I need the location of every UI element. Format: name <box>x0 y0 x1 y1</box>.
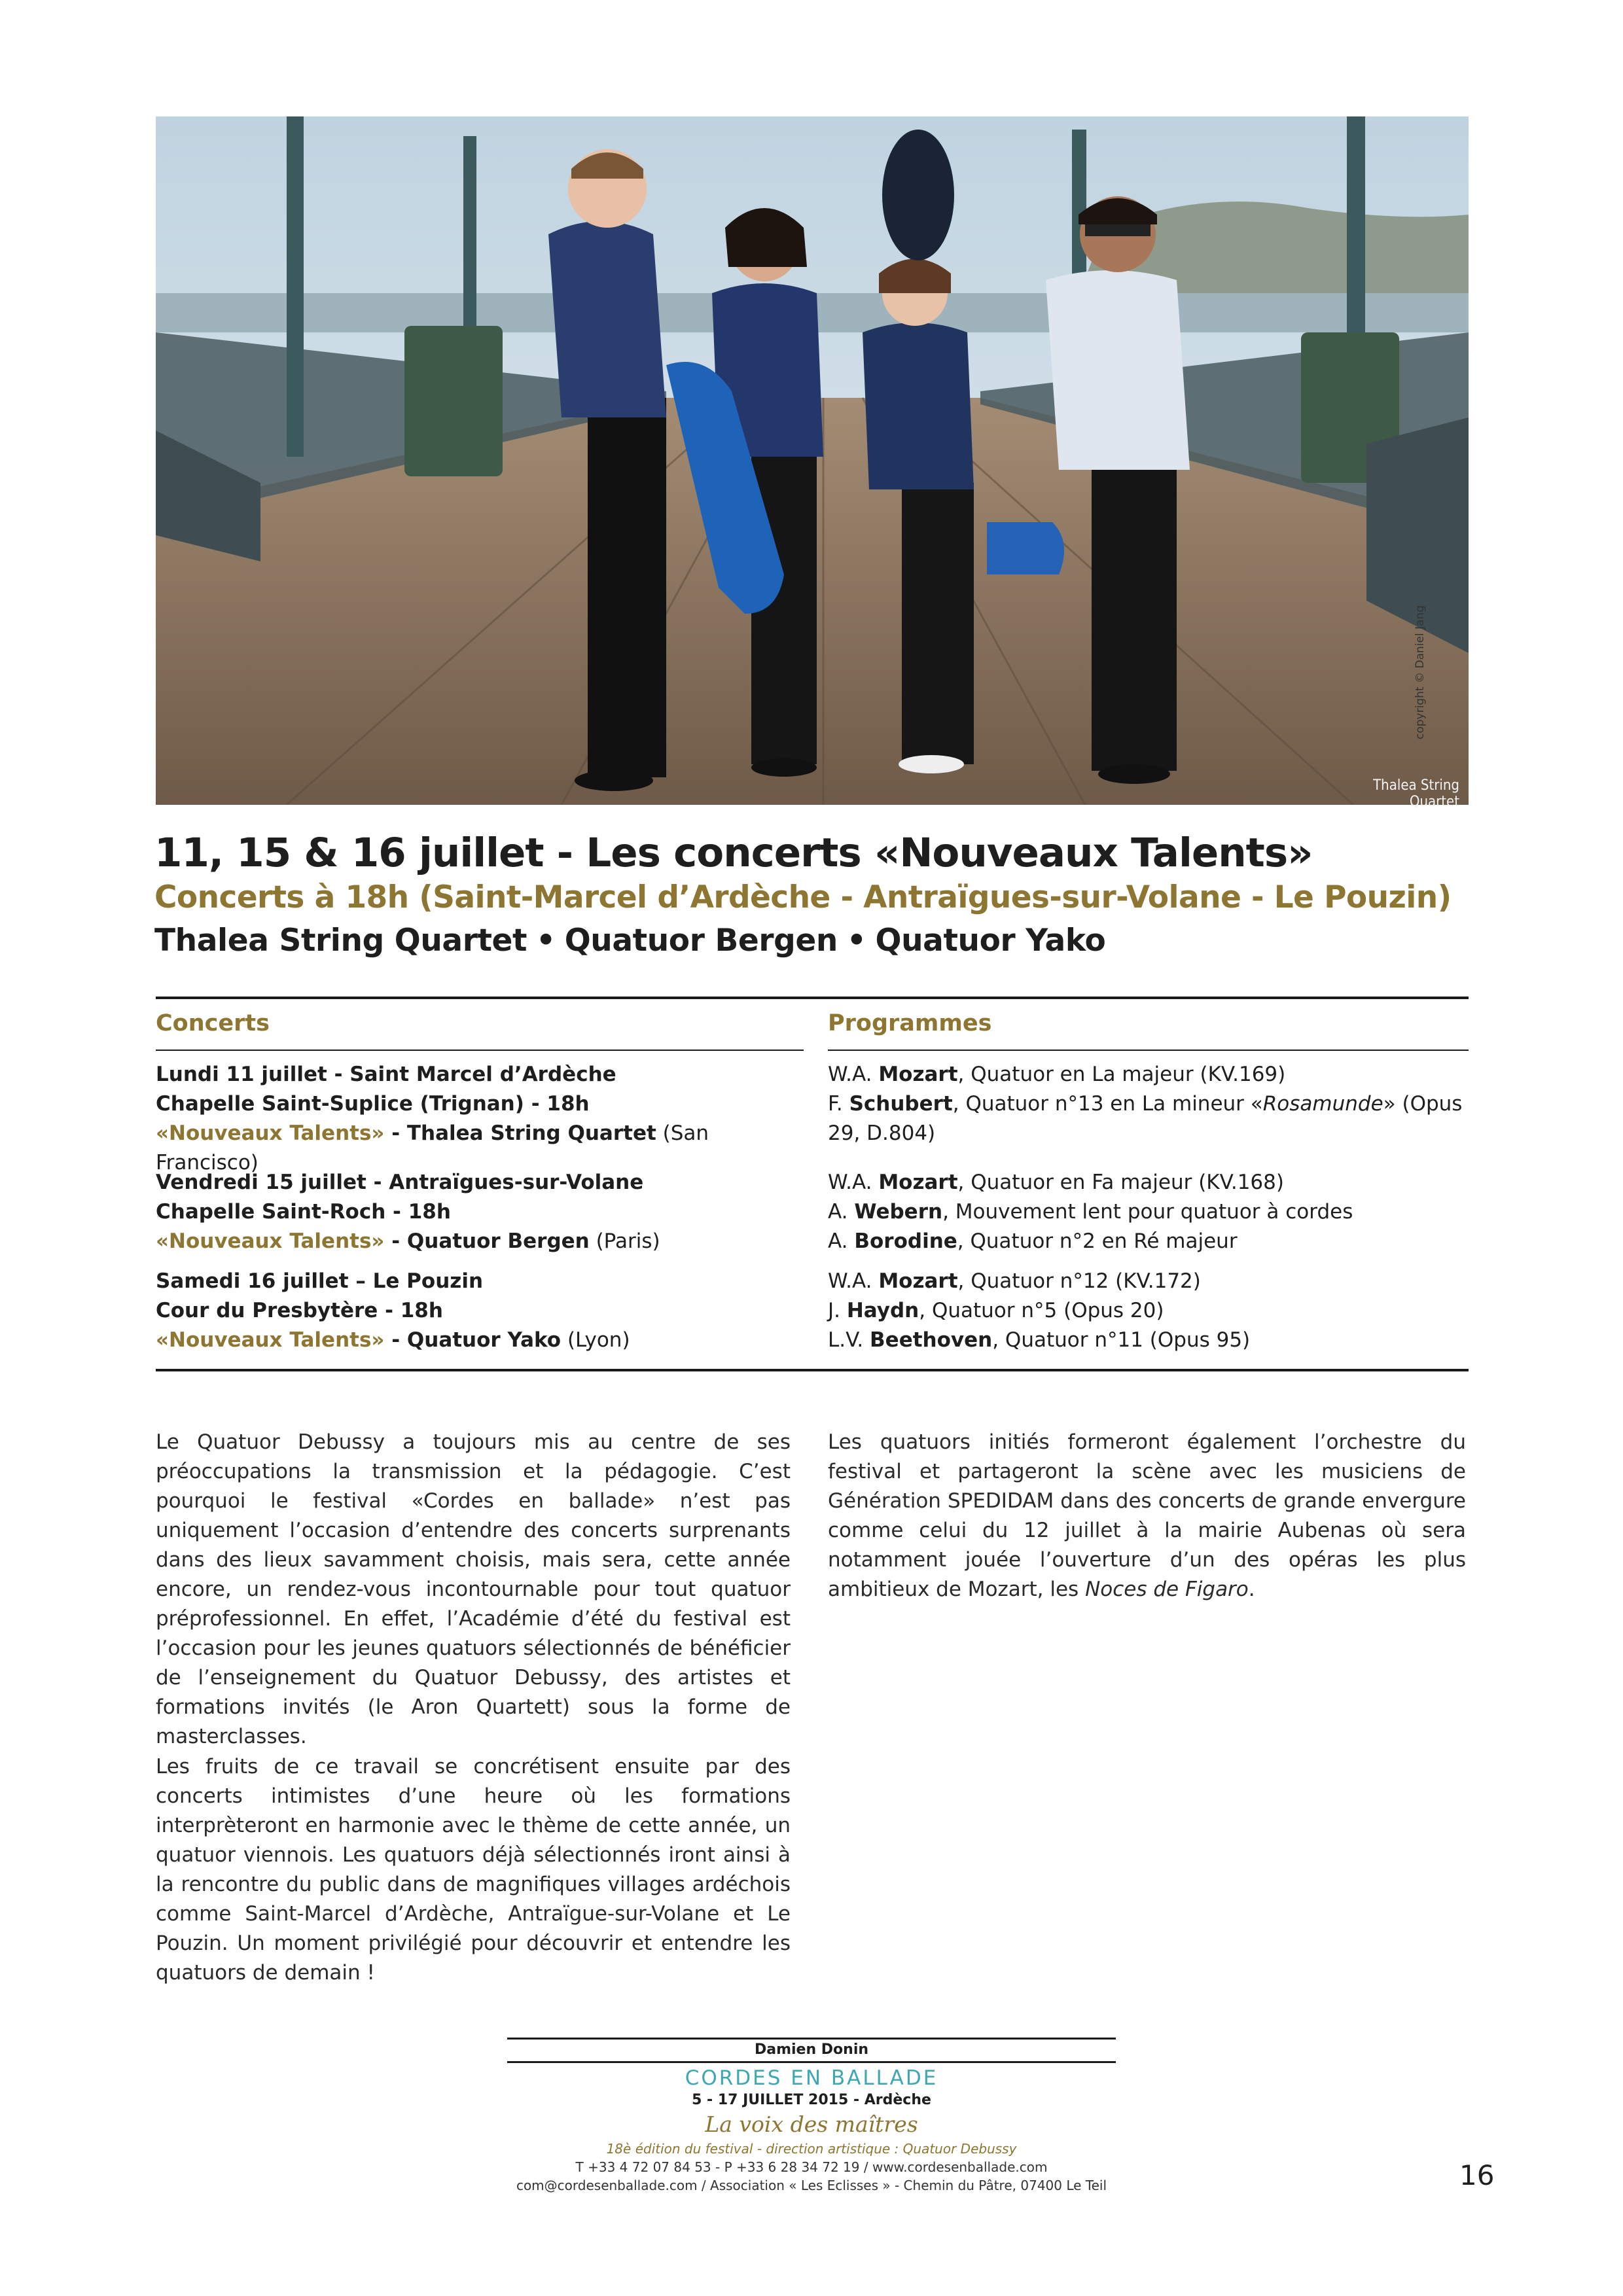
concert-venue: Chapelle Saint-Roch - 18h <box>156 1200 451 1224</box>
festival-theme: La voix des maîtres <box>705 2111 918 2137</box>
concert-date-place: Vendredi 15 juillet - Antraïgues-sur-Volane <box>156 1171 644 1194</box>
photo-caption: Thalea String Quartet <box>1373 777 1459 810</box>
table-row <box>156 1060 810 1178</box>
program-line: L.V. Beethoven, Quatuor n°11 (Opus 95) <box>828 1328 1251 1352</box>
footer-top-rule <box>507 2038 1116 2040</box>
program-line: W.A. Mozart, Quatuor en Fa majeur (KV.168) <box>828 1171 1284 1194</box>
composer-name: Mozart <box>878 1063 958 1086</box>
composer-name: Borodine <box>854 1229 957 1253</box>
body-paragraph: Les quatuors initiés formeront également l’orchestre du festival et partageront la scène avec les musiciens de Génération SPEDIDAM dans des concerts de grande envergure comme celui du 12 juillet à la mairie Aubenas où sera notamment jouée l’ouverture d’un des opéras les plus ambitieux de Mozart, les Noces de Figaro. <box>828 1430 1466 1601</box>
ensemble-name: Quatuor Yako <box>875 923 1106 959</box>
composer-name: Beethoven <box>870 1328 993 1352</box>
concert-venue: Chapelle Saint-Suplice (Trignan) - 18h <box>156 1092 590 1116</box>
dash: - <box>384 1122 407 1145</box>
program-line: W.A. Mozart, Quatuor n°12 (KV.172) <box>828 1269 1201 1293</box>
program-cell <box>828 1267 1472 1355</box>
work-title: Rosamunde <box>1262 1092 1383 1116</box>
program-line: A. Borodine, Quatuor n°2 en Ré majeur <box>828 1229 1238 1253</box>
ensemble-name: Thalea String Quartet <box>406 1122 656 1145</box>
bullet-separator: • <box>536 923 556 959</box>
photo-copyright: copyright © Daniel Jang <box>1414 605 1427 739</box>
ensembles-line <box>154 923 1105 959</box>
program-line: F. Schubert, Quatuor n°13 en La mineur «Rosamunde» (Opus 29, D.804) <box>828 1092 1463 1145</box>
bullet-separator: • <box>846 923 866 959</box>
program-cell <box>828 1168 1472 1256</box>
dash: - <box>384 1328 407 1352</box>
footer-contact: T +33 4 72 07 84 53 - P +33 6 28 34 72 19 / www.cordesenballade.com <box>575 2159 1048 2175</box>
series-label: «Nouveaux Talents» <box>156 1229 385 1253</box>
table-top-rule <box>156 997 1469 999</box>
table-row <box>156 1168 810 1256</box>
footer-author: Damien Donin <box>754 2041 869 2058</box>
body-paragraph: Les fruits de ce travail se concrétisent ensuite par des concerts intimistes d’une heure où les formations interprèteront en harmonie avec le thème de cette année, un quatuor viennois. Les quatuors déjà sélectionnés iront ainsi à la rencontre du public dans de magnifiques villages ardéchois comme Saint-Marcel d’Ardèche, Antraïgue-sur-Volane et Le Pouzin. Un moment privilégié pour découvrir et entendre les quatuors de demain ! <box>156 1755 791 1985</box>
composer-name: Webern <box>854 1200 943 1224</box>
ensemble-name: Quatuor Bergen <box>406 1229 590 1253</box>
program-line: A. Webern, Mouvement lent pour quatuor à cordes <box>828 1200 1353 1224</box>
ensemble-name: Quatuor Bergen <box>564 923 838 959</box>
table-header-rule <box>828 1050 1469 1051</box>
footer-divider <box>507 2061 1116 2063</box>
composer-name: Mozart <box>878 1171 958 1194</box>
opera-title: Noces de Figaro <box>1085 1578 1249 1601</box>
concert-date-place: Samedi 16 juillet – Le Pouzin <box>156 1269 484 1293</box>
ensemble-origin: (Paris) <box>589 1229 660 1253</box>
series-label: «Nouveaux Talents» <box>156 1122 385 1145</box>
ensemble-origin: (Lyon) <box>561 1328 630 1352</box>
composer-name: Schubert <box>849 1092 953 1116</box>
composer-name: Mozart <box>878 1269 958 1293</box>
table-row <box>156 1267 810 1355</box>
table-header-rule <box>156 1050 804 1051</box>
program-cell <box>828 1060 1472 1148</box>
ensemble-origin: (San Francisco) <box>156 1122 709 1174</box>
festival-dates: 5 - 17 JUILLET 2015 - Ardèche <box>692 2092 931 2108</box>
concert-venue: Cour du Presbytère - 18h <box>156 1299 443 1322</box>
page-number: 16 <box>1459 2159 1495 2191</box>
footer-address: com@cordesenballade.com / Association « Les Eclisses » - Chemin du Pâtre, 07400 Le Teil <box>516 2178 1107 2193</box>
body-paragraph: Le Quatuor Debussy a toujours mis au centre de ses préoccupations la transmission et la pédagogie. C’est pourquoi le festival «Cordes en ballade» n’est pas uniquement l’occasion d’entendre des concerts surprenants dans des lieux savamment choisis, mais sera, cette année encore, un rendez-vous incontournable pour tout quatuor préprofessionnel. En effet, l’Académie d’été du festival est l’occasion pour les jeunes quatuors sélectionnés de bénéficier de l’enseignement du Quatuor Debussy, des artistes et formations invités (le Aron Quartett) sous la forme de masterclasses. <box>156 1430 791 1748</box>
hero-photo <box>156 116 1469 805</box>
page-title: 11, 15 & 16 juillet - Les concerts «Nouveaux Talents» <box>154 830 1313 876</box>
column-header-concerts: Concerts <box>156 1010 270 1036</box>
festival-logo: CORDES EN BALLADE <box>685 2066 938 2090</box>
column-header-programmes: Programmes <box>828 1010 992 1036</box>
dash: - <box>384 1229 407 1253</box>
program-line: J. Haydn, Quatuor n°5 (Opus 20) <box>828 1299 1164 1322</box>
series-label: «Nouveaux Talents» <box>156 1328 385 1352</box>
table-bottom-rule <box>156 1369 1469 1371</box>
program-line: W.A. Mozart, Quatuor en La majeur (KV.169) <box>828 1063 1286 1086</box>
composer-name: Haydn <box>846 1299 919 1322</box>
ensemble-name: Quatuor Yako <box>406 1328 562 1352</box>
concert-date-place: Lundi 11 juillet - Saint Marcel d’Ardèche <box>156 1063 616 1086</box>
ensemble-name: Thalea String Quartet <box>154 923 527 959</box>
page-subtitle: Concerts à 18h (Saint-Marcel d’Ardèche - Antraïgues-sur-Volane - Le Pouzin) <box>154 879 1452 915</box>
festival-edition: 18è édition du festival - direction artistique : Quatuor Debussy <box>606 2141 1017 2157</box>
